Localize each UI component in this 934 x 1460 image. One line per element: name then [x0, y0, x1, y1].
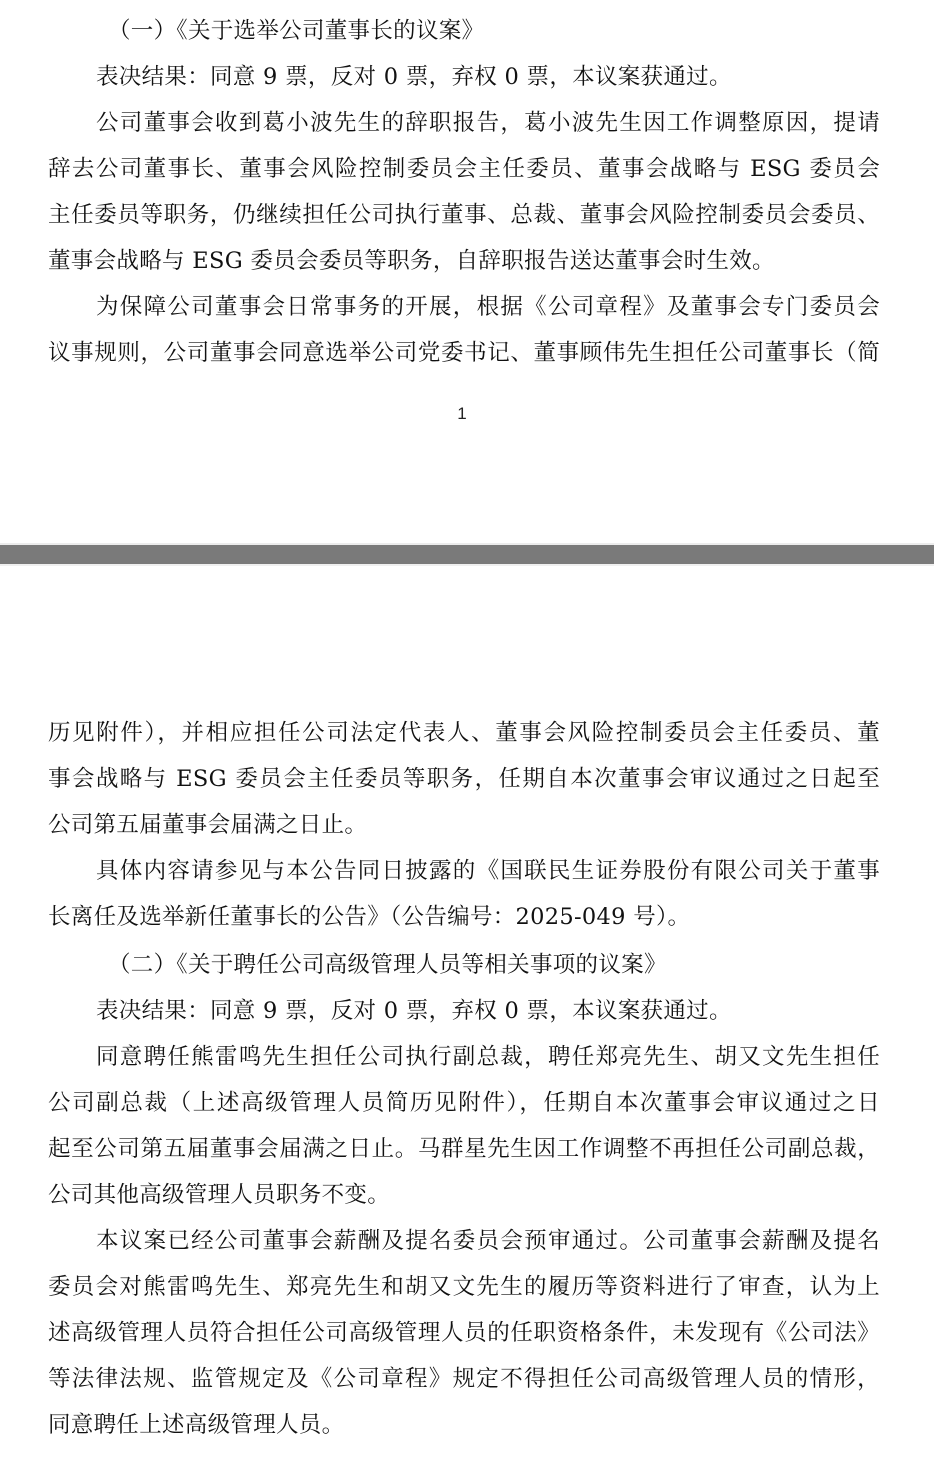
- paragraph-line: 委员会对熊雷鸣先生、郑亮先生和胡又文先生的履历等资料进行了审查，认为上: [48, 1274, 880, 1300]
- section-1-vote-result: 表决结果：同意 9 票，反对 0 票，弃权 0 票，本议案获通过。: [96, 64, 732, 90]
- paragraph-line: 为保障公司董事会日常事务的开展，根据《公司章程》及董事会专门委员会: [96, 294, 880, 320]
- section-2-vote-result: 表决结果：同意 9 票，反对 0 票，弃权 0 票，本议案获通过。: [96, 998, 732, 1024]
- section-1-heading: （一）《关于选举公司董事长的议案》: [108, 18, 485, 44]
- paragraph-line: 议事规则，公司董事会同意选举公司党委书记、董事顾伟先生担任公司董事长（简: [48, 340, 880, 366]
- paragraph-line: 具体内容请参见与本公告同日披露的《国联民生证券股份有限公司关于董事: [96, 858, 880, 884]
- paragraph-line: 公司其他高级管理人员职务不变。: [48, 1182, 391, 1208]
- document-page-1: [0, 0, 934, 545]
- paragraph-line: 同意聘任上述高级管理人员。: [48, 1412, 345, 1438]
- paragraph-line: 述高级管理人员符合担任公司高级管理人员的任职资格条件，未发现有《公司法》: [48, 1320, 880, 1346]
- paragraph-line: 同意聘任熊雷鸣先生担任公司执行副总裁，聘任郑亮先生、胡又文先生担任: [96, 1044, 880, 1070]
- page-number: 1: [457, 404, 467, 423]
- section-2-heading: （二）《关于聘任公司高级管理人员等相关事项的议案》: [108, 952, 667, 978]
- paragraph-line: 起至公司第五届董事会届满之日止。马群星先生因工作调整不再担任公司副总裁，: [48, 1136, 880, 1162]
- document-page-2: [0, 566, 934, 1460]
- paragraph-line: 董事会战略与 ESG 委员会委员等职务，自辞职报告送达董事会时生效。: [48, 248, 775, 274]
- paragraph-line: 公司第五届董事会届满之日止。: [48, 812, 368, 838]
- paragraph-line: 主任委员等职务，仍继续担任公司执行董事、总裁、董事会风险控制委员会委员、: [48, 202, 880, 228]
- page-separator: [0, 545, 934, 564]
- paragraph-line: 辞去公司董事长、董事会风险控制委员会主任委员、董事会战略与 ESG 委员会: [48, 156, 880, 182]
- paragraph-line: 公司副总裁（上述高级管理人员简历见附件），任期自本次董事会审议通过之日: [48, 1090, 880, 1116]
- paragraph-line: 历见附件），并相应担任公司法定代表人、董事会风险控制委员会主任委员、董: [48, 720, 880, 746]
- paragraph-line: 公司董事会收到葛小波先生的辞职报告，葛小波先生因工作调整原因，提请: [96, 110, 880, 136]
- paragraph-line: 事会战略与 ESG 委员会主任委员等职务，任期自本次董事会审议通过之日起至: [48, 766, 880, 792]
- paragraph-line: 等法律法规、监管规定及《公司章程》规定不得担任公司高级管理人员的情形，: [48, 1366, 880, 1392]
- paragraph-line: 长离任及选举新任董事长的公告》（公告编号：2025-049 号）。: [48, 904, 691, 930]
- paragraph-line: 本议案已经公司董事会薪酬及提名委员会预审通过。公司董事会薪酬及提名: [96, 1228, 880, 1254]
